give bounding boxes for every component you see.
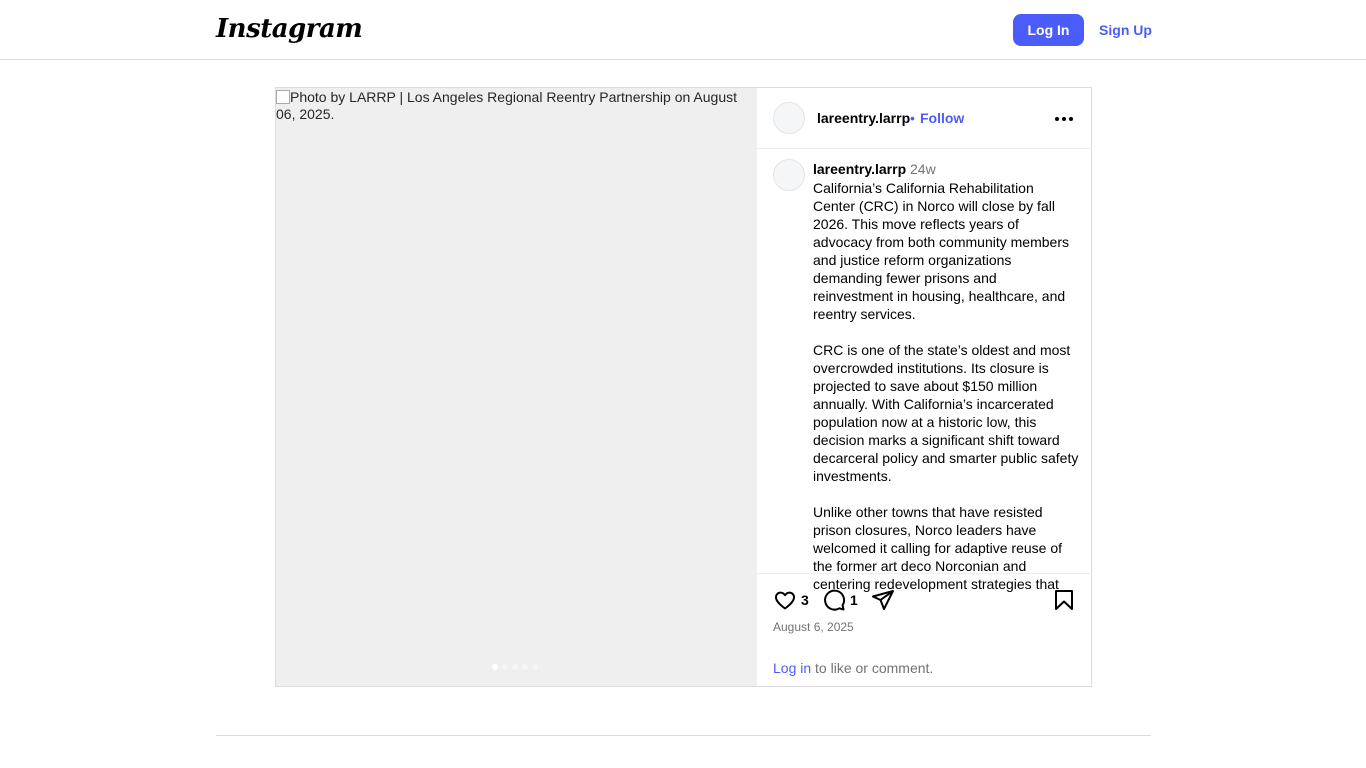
post-actions: [757, 573, 1092, 686]
carousel-dot: [512, 664, 518, 670]
carousel-dot: [532, 664, 538, 670]
caption-scroll-area[interactable]: [757, 149, 1092, 592]
broken-image-alt-text: [276, 89, 756, 123]
carousel-dot: [492, 664, 498, 670]
carousel-indicator: [492, 664, 538, 670]
caption-avatar[interactable]: [773, 159, 805, 191]
post-media[interactable]: [276, 88, 756, 686]
media-alt-text: Photo by LARRP | Los Angeles Regional Reentry Partnership on August 06, 2025.: [276, 89, 737, 122]
post-container: [275, 87, 1092, 687]
login-prompt-text: to like or comment.: [811, 660, 934, 676]
footer-divider: [216, 735, 1151, 736]
carousel-dot: [522, 664, 528, 670]
share-button[interactable]: [871, 588, 895, 612]
like-button[interactable]: [773, 588, 809, 612]
caption-text: California’s California Rehabilitation Center (CRC) in Norco will close by fall 2026. This move reflects years of advocacy from both community members and justice reform organizations demanding fewer prisons and reinvestment in housing, healthcare, and reentry services. CRC is one of the state’s oldest and most overcrowded institutions. Its closure is projected to save about $150 million annually. With California’s incarcerated population now at a historic low, this decision marks a significant shift toward decarceral policy and smarter public safety investments. Unlike other towns that have resisted prison closures, Norco leaders have welcomed it calling for adaptive reuse of the former art deco Norconian and centering redevelopment strategies that: [813, 180, 1079, 592]
comment-button[interactable]: [822, 588, 858, 612]
login-prompt: [773, 660, 933, 676]
post-author-username[interactable]: lareentry.larrp: [817, 110, 911, 126]
more-options-icon[interactable]: [1053, 108, 1075, 130]
separator-dot: •: [910, 110, 915, 126]
heart-icon: [773, 588, 797, 612]
post-date[interactable]: August 6, 2025: [773, 620, 854, 634]
caption-timestamp[interactable]: 24w: [910, 161, 936, 177]
send-icon: [871, 588, 895, 612]
post-header: [757, 88, 1092, 149]
like-count: 3: [801, 592, 809, 608]
comment-count: 1: [850, 592, 858, 608]
instagram-logo[interactable]: Instagram: [216, 14, 363, 44]
carousel-dot: [502, 664, 508, 670]
top-navigation-bar: [0, 0, 1366, 60]
log-in-link[interactable]: Log in: [773, 660, 812, 676]
comment-icon: [822, 588, 846, 612]
bookmark-icon: [1052, 588, 1076, 612]
log-in-button[interactable]: Log In: [1013, 14, 1084, 46]
avatar[interactable]: [773, 102, 805, 134]
post-sidebar: [756, 88, 1091, 686]
follow-button[interactable]: Follow: [920, 110, 965, 126]
caption-username[interactable]: lareentry.larrp: [813, 161, 907, 177]
sign-up-button[interactable]: Sign Up: [1092, 14, 1159, 46]
broken-image-icon: [276, 90, 290, 104]
save-button[interactable]: [1052, 588, 1076, 612]
